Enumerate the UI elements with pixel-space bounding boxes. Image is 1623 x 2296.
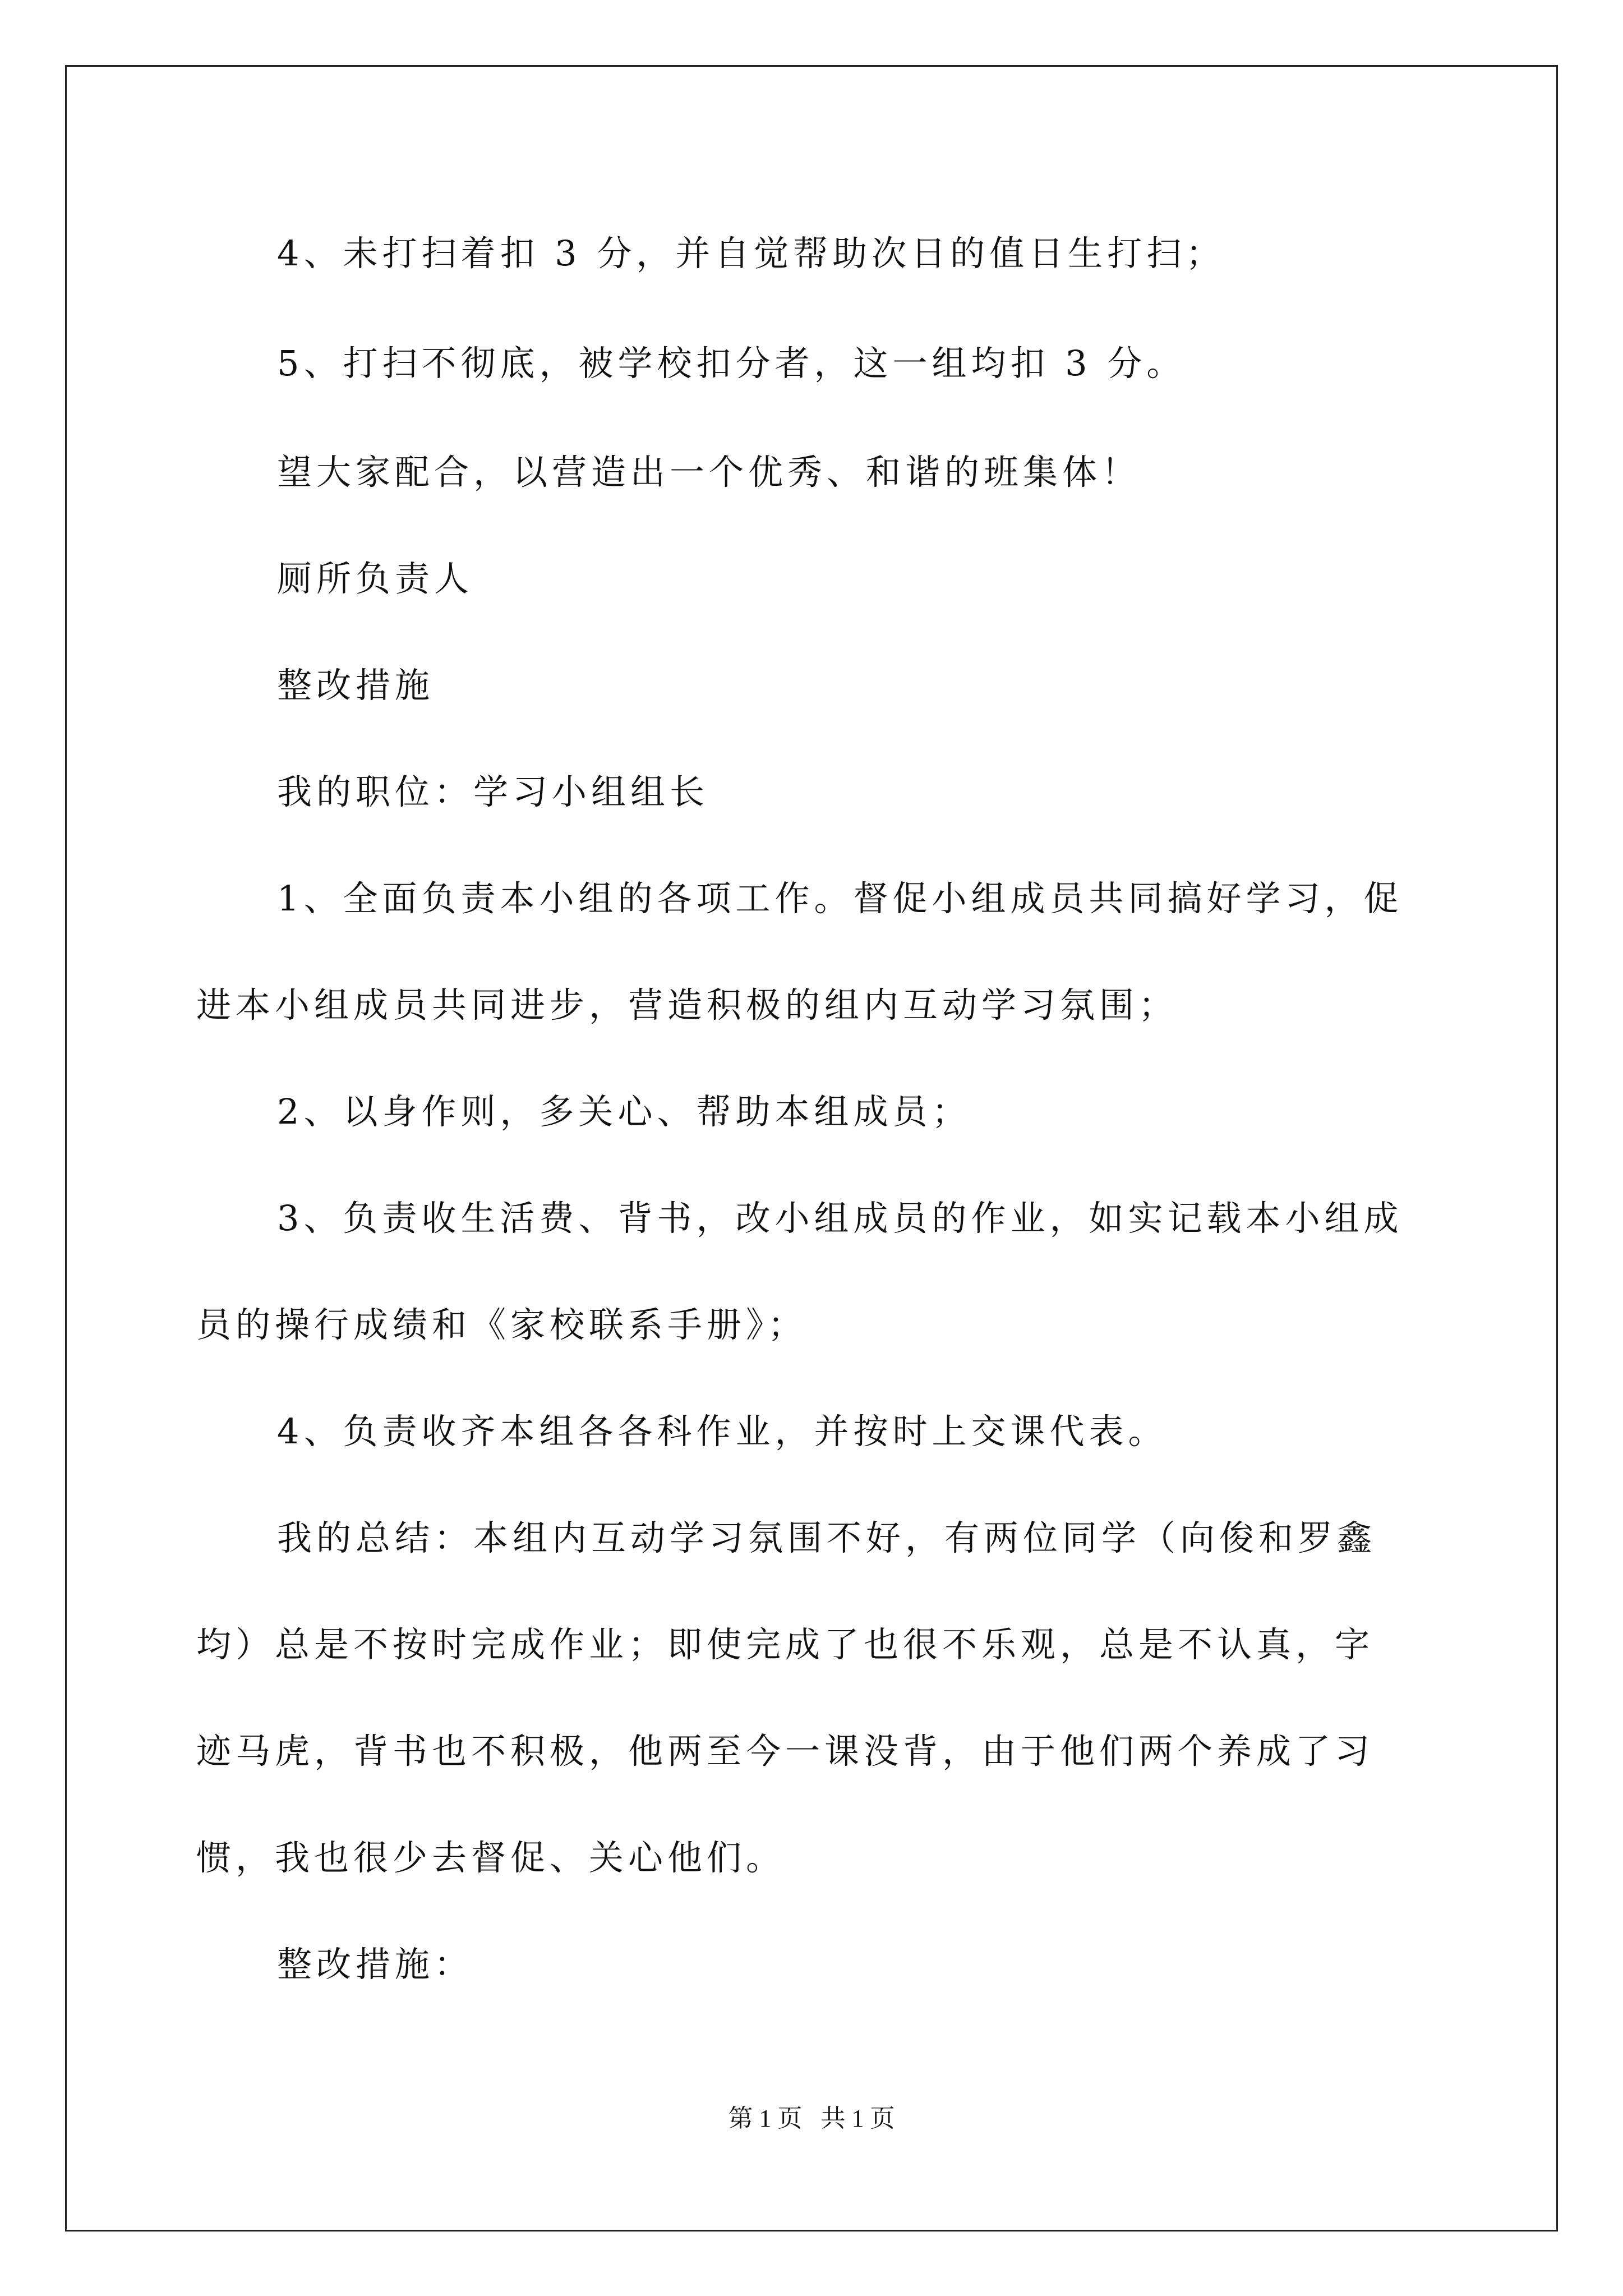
paragraph-line: 均）总是不按时完成作业；即使完成了也很不乐观，总是不认真，字 — [196, 1624, 1375, 1665]
paragraph-line: 员的操行成绩和《家校联系手册》； — [196, 1304, 808, 1345]
paragraph-line: 2、以身作则，多关心、帮助本组成员； — [277, 1091, 971, 1132]
section-heading: 厕所负责人 — [277, 558, 474, 599]
paragraph-line: 1、全面负责本小组的各项工作。督促小组成员共同搞好学习，促 — [277, 878, 1403, 919]
paragraph-line: 迹马虎，背书也不积极，他两至今一课没背，由于他们两个养成了习 — [196, 1731, 1375, 1772]
section-heading: 整改措施： — [277, 1944, 474, 1985]
paragraph-line: 4、负责收齐本组各各科作业，并按时上交课代表。 — [277, 1411, 1168, 1452]
paragraph-line: 惯，我也很少去督促、关心他们。 — [196, 1837, 786, 1878]
section-heading: 整改措施 — [277, 665, 435, 706]
page-border — [65, 65, 1558, 2231]
paragraph-line: 4、未打扫着扣 3 分，并自觉帮助次日的值日生打扫； — [277, 233, 1225, 274]
paragraph-line: 5、打扫不彻底，被学校扣分者，这一组均扣 3 分。 — [277, 343, 1186, 384]
paragraph-line: 我的职位：学习小组组长 — [277, 771, 709, 812]
paragraph-line: 我的总结：本组内互动学习氛围不好，有两位同学（向俊和罗鑫 — [277, 1517, 1377, 1558]
paragraph-line: 进本小组成员共同进步，营造积极的组内互动学习氛围； — [196, 984, 1178, 1025]
paragraph-line: 望大家配合，以营造出一个优秀、和谐的班集体！ — [277, 452, 1141, 493]
paragraph-line: 3、负责收生活费、背书，改小组成员的作业，如实记载本小组成 — [277, 1198, 1403, 1239]
page-number-footer: 第 1 页 共 1 页 — [728, 2105, 895, 2132]
